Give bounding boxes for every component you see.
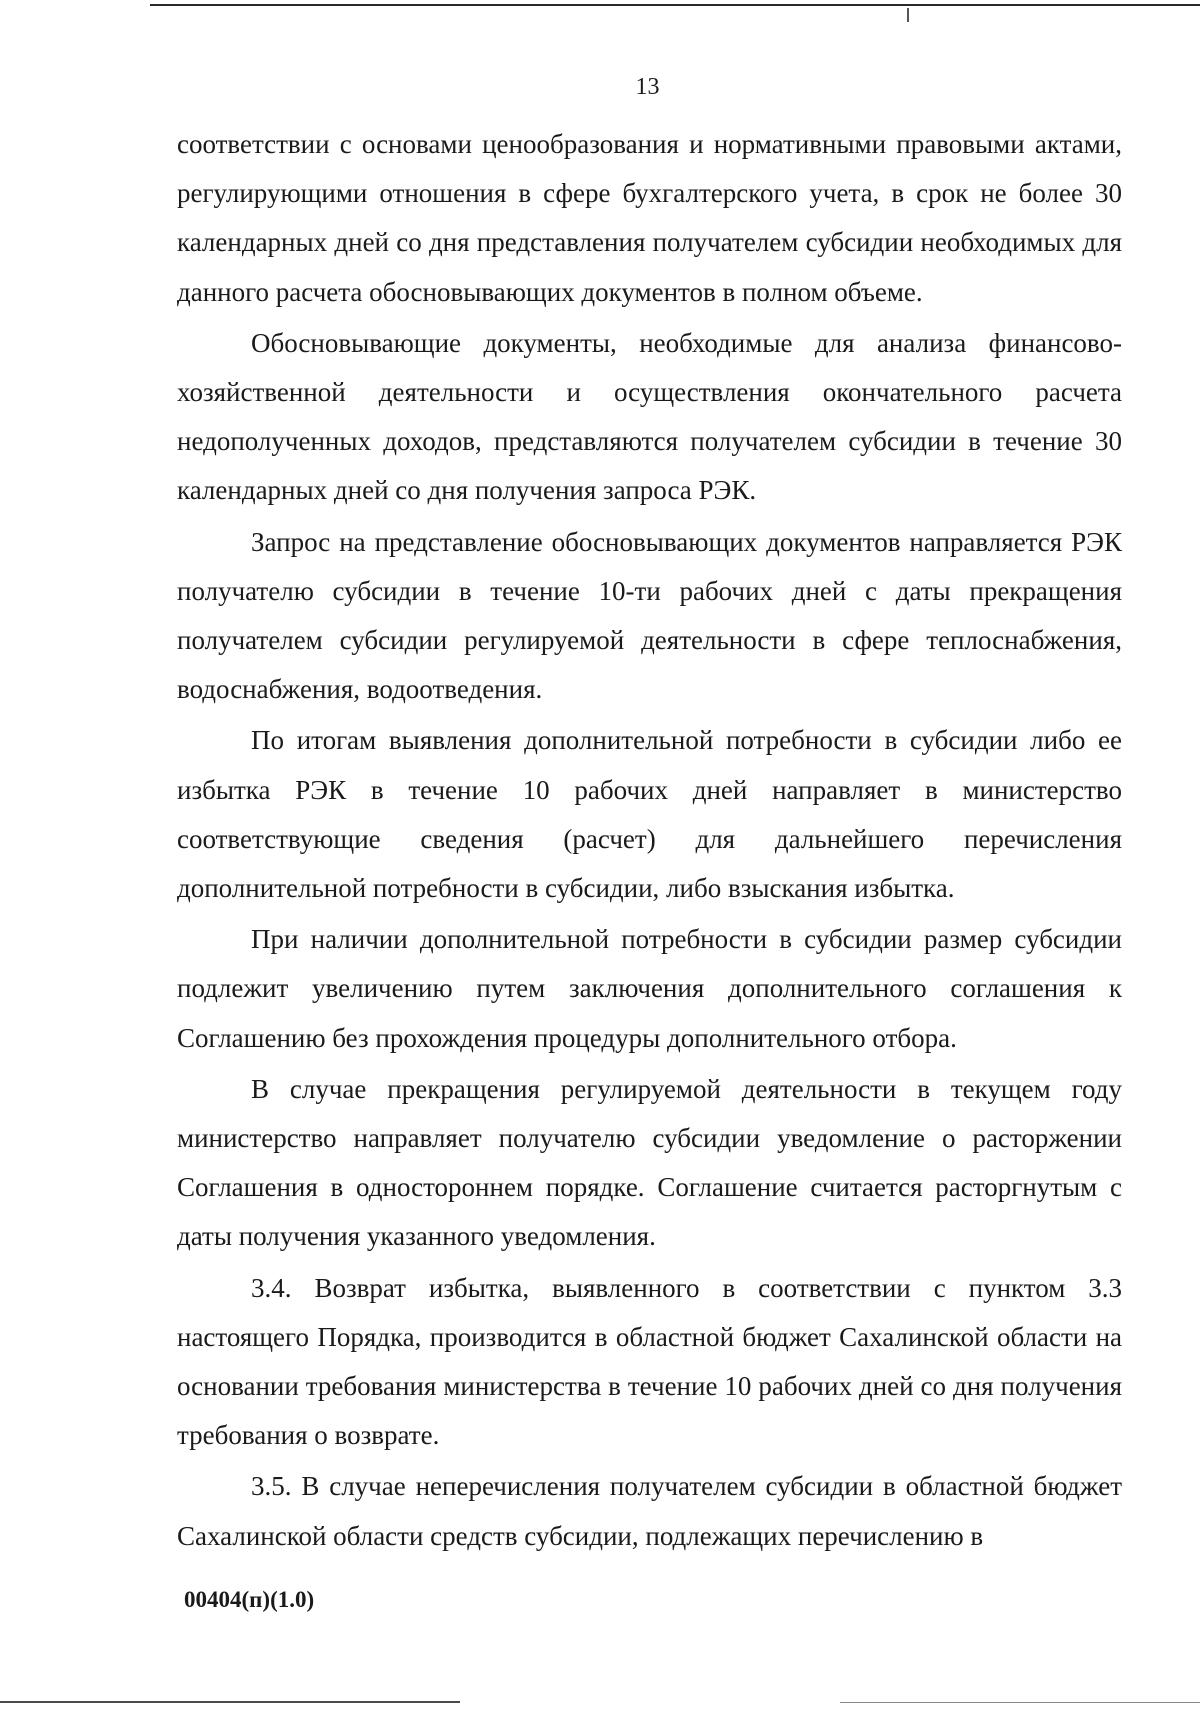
paragraph: соответствии с основами ценообразования и нормативными правовыми актами, регулирующими отношения в сфере бухгалтерского учета, в срок не более 30 календарных дней со дня представления получателем субсидии необходимых для данного расчета обосновывающих документов в полном объеме. xyxy=(177,129,1122,307)
scan-edge-bottom-right xyxy=(840,1702,1200,1703)
scan-mark xyxy=(907,8,909,22)
paragraph: Обосновывающие документы, необходимые для анализа финансово-хозяйственной деятельности и осуществления окончательного расчета недополученных доходов, представляются получателем субсидии в течение 30 календарных дней со дня получения запроса РЭК. xyxy=(177,327,1122,506)
paragraph: При наличии дополнительной потребности в субсидии размер субсидии подлежит увеличению путем заключения дополнительного соглашения к Соглашению без прохождения процедуры дополнительного отбора. xyxy=(177,924,1122,1053)
document-body xyxy=(177,120,1122,1563)
document-code: 00404(п)(1.0) xyxy=(184,1587,315,1612)
scan-edge-bottom xyxy=(0,1701,460,1703)
page-number: 13 xyxy=(635,74,660,100)
scan-edge-top xyxy=(150,4,1200,6)
paragraph: 3.5. В случае неперечисления получателем субсидии в областной бюджет Сахалинской области средств субсидии, подлежащих перечислению в xyxy=(177,1471,1122,1551)
paragraph: 3.4. Возврат избытка, выявленного в соответствии с пунктом 3.3 настоящего Порядка, производится в областной бюджет Сахалинской области на основании требования министерства в течение 10 рабочих дней со дня получения требования о возврате. xyxy=(177,1272,1122,1451)
paragraph: В случае прекращения регулируемой деятельности в текущем году министерство направляет получателю субсидии уведомление о расторжении Соглашения в одностороннем порядке. Соглашение считается расторгнутым с даты получения указанного уведомления. xyxy=(177,1073,1122,1252)
paragraph: По итогам выявления дополнительной потребности в субсидии либо ее избытка РЭК в течение 10 рабочих дней направляет в министерство соответствующие сведения (расчет) для дальнейшего перечисления дополнительной потребности в субсидии, либо взыскания избытка. xyxy=(177,725,1122,904)
paragraph: Запрос на представление обосновывающих документов направляется РЭК получателю субсидии в течение 10-ти рабочих дней с даты прекращения получателем субсидии регулируемой деятельности в сфере теплоснабжения, водоснабжения, водоотведения. xyxy=(177,526,1122,705)
